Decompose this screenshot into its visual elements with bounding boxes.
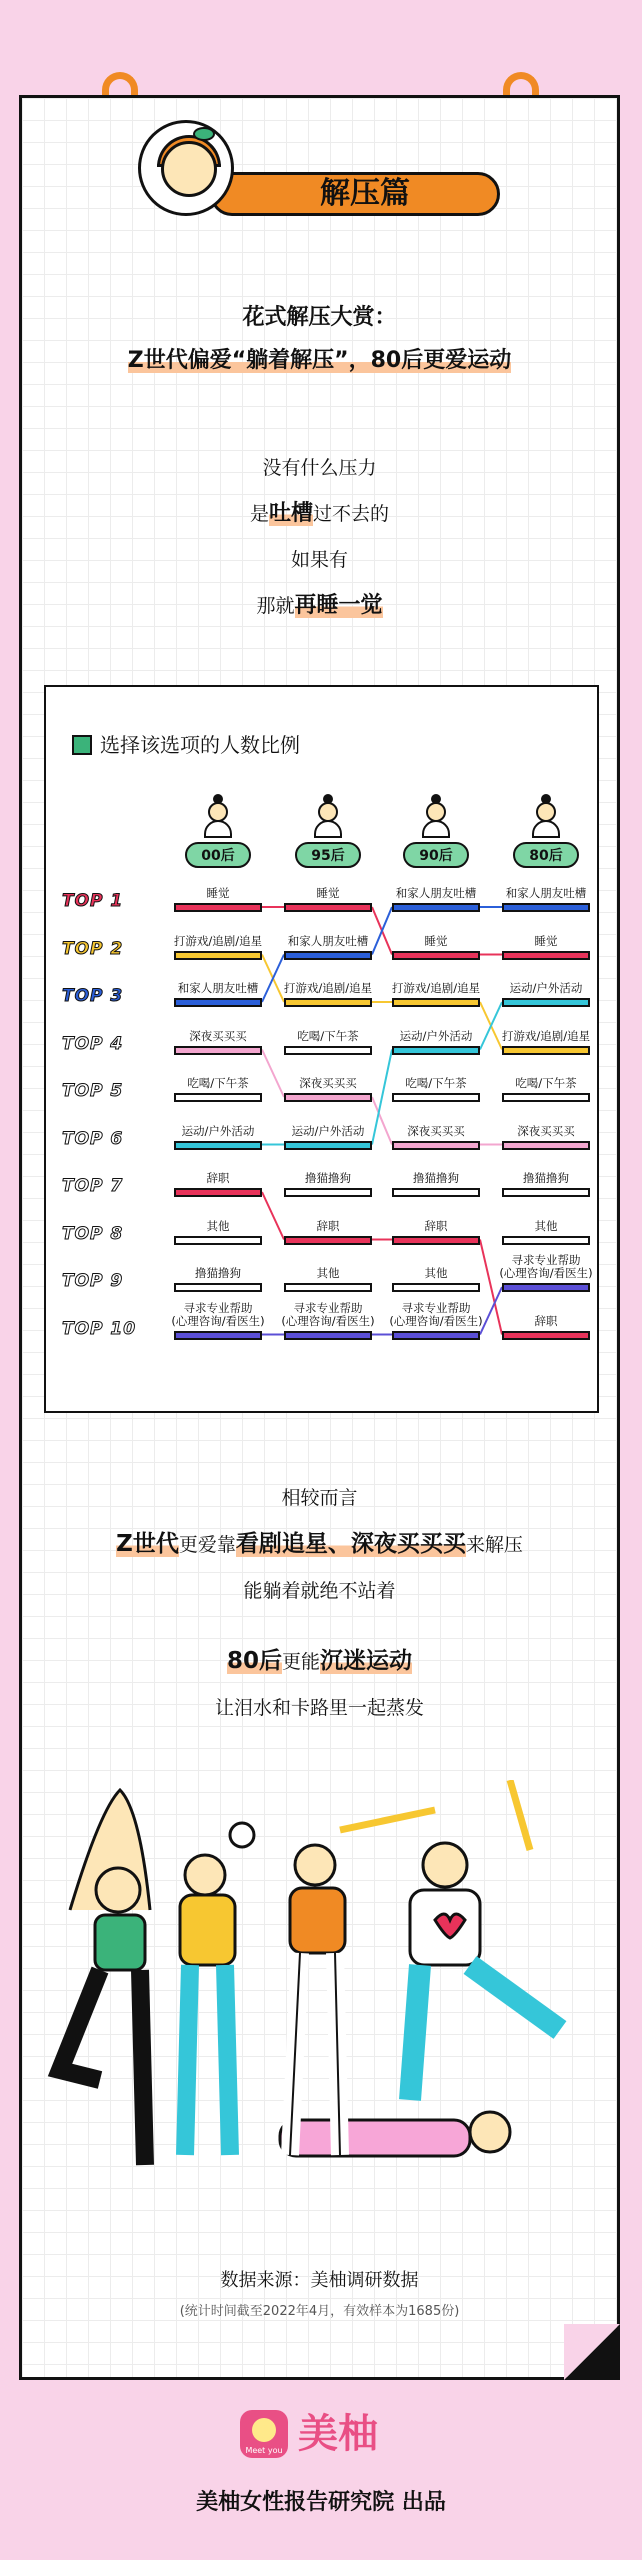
rank-label: TOP 10 bbox=[62, 1318, 137, 1339]
ranking-swatch bbox=[284, 1236, 372, 1245]
ranking-item-label: 和家人朋友吐槽 bbox=[287, 933, 369, 948]
data-source bbox=[19, 2266, 620, 2319]
person-icon bbox=[526, 802, 566, 838]
ranking-cell bbox=[168, 1172, 268, 1197]
ranking-cell bbox=[168, 1030, 268, 1055]
ranking-item-label: 撸猫撸狗 bbox=[195, 1266, 241, 1280]
ranking-swatch bbox=[392, 1141, 480, 1150]
person-icon bbox=[308, 802, 348, 838]
ranking-item-label: 睡觉 bbox=[424, 933, 448, 948]
ranking-cell bbox=[386, 1125, 486, 1150]
section-header bbox=[138, 120, 503, 220]
ranking-cell bbox=[278, 935, 378, 960]
ranking-swatch bbox=[502, 998, 590, 1007]
ranking-item-label: 运动/户外活动 bbox=[399, 1028, 473, 1043]
ranking-swatch bbox=[392, 998, 480, 1007]
ranking-swatch bbox=[502, 1236, 590, 1245]
group-header bbox=[396, 802, 476, 868]
ranking-swatch bbox=[502, 1046, 590, 1055]
ranking-cell bbox=[386, 982, 486, 1007]
group-header bbox=[506, 802, 586, 868]
ranking-swatch bbox=[392, 1283, 480, 1292]
ranking-cell bbox=[496, 1125, 596, 1150]
ranking-swatch bbox=[284, 1141, 372, 1150]
ranking-item-label: 辞职 bbox=[424, 1218, 448, 1233]
women-exercising-illustration bbox=[40, 1780, 600, 2200]
ranking-item-label: 和家人朋友吐槽 bbox=[395, 886, 477, 900]
ranking-item-label: 打游戏/追剧/追星 bbox=[283, 981, 373, 995]
summary: 相较而言 Z世代更爱靠看剧追星、深夜买买买来解压 能躺着就绝不站着 80后更能沉迷运动 让泪水和卡路里一起蒸发 bbox=[116, 1487, 523, 1719]
ranking-swatch bbox=[502, 1141, 590, 1150]
ranking-swatch bbox=[174, 1331, 262, 1340]
ranking-item-label: 和家人朋友吐槽 bbox=[177, 981, 259, 995]
ranking-swatch bbox=[502, 903, 590, 912]
ranking-cell bbox=[278, 887, 378, 912]
ranking-item-label: 运动/户外活动 bbox=[291, 1123, 365, 1138]
page-title: 解压篇 bbox=[320, 176, 410, 211]
ranking-swatch bbox=[174, 1046, 262, 1055]
ranking-swatch bbox=[174, 1283, 262, 1292]
ranking-item-label: 寻求专业帮助 (心理咨询/看医生) bbox=[389, 1300, 483, 1328]
ranking-swatch bbox=[284, 903, 372, 912]
group-header bbox=[288, 802, 368, 868]
ranking-item-label: 睡觉 bbox=[316, 886, 340, 900]
ranking-swatch bbox=[392, 1331, 480, 1340]
chart-legend: 选择该选项的人数比例 bbox=[72, 729, 300, 758]
ranking-item-label: 深夜买买买 bbox=[299, 1076, 357, 1090]
ranking-swatch bbox=[174, 1188, 262, 1197]
ranking-cell bbox=[496, 1315, 596, 1340]
ranking-swatch bbox=[284, 1331, 372, 1340]
intro-title: 花式解压大赏： Z世代偏爱“躺着解压”，80后更爱运动 bbox=[127, 305, 512, 373]
ranking-cell bbox=[168, 1302, 268, 1340]
ranking-cell bbox=[386, 1267, 486, 1292]
ranking-swatch bbox=[502, 1093, 590, 1102]
ranking-swatch bbox=[174, 1093, 262, 1102]
ranking-item-label: 打游戏/追剧/追星 bbox=[173, 933, 263, 948]
rank-label: TOP 5 bbox=[62, 1081, 124, 1101]
ranking-cell bbox=[278, 1302, 378, 1340]
group-label: 95后 bbox=[295, 842, 361, 868]
ranking-item-label: 辞职 bbox=[206, 1171, 230, 1185]
rank-label: TOP 6 bbox=[62, 1128, 124, 1149]
ranking-cell bbox=[386, 1302, 486, 1340]
ranking-cell bbox=[386, 1220, 486, 1245]
ranking-cell bbox=[168, 887, 268, 912]
ranking-item-label: 辞职 bbox=[316, 1218, 340, 1233]
ranking-cell bbox=[496, 1172, 596, 1197]
ranking-cell bbox=[386, 1030, 486, 1055]
ranking-swatch bbox=[284, 951, 372, 960]
person-icon bbox=[416, 802, 456, 838]
ranking-item-label: 睡觉 bbox=[534, 933, 558, 948]
ranking-cell bbox=[386, 887, 486, 912]
ranking-swatch bbox=[174, 1141, 262, 1150]
ranking-item-label: 寻求专业帮助 (心理咨询/看医生) bbox=[499, 1253, 593, 1280]
ranking-cell bbox=[278, 1267, 378, 1292]
ranking-item-label: 撸猫撸狗 bbox=[305, 1171, 351, 1185]
ranking-cell bbox=[168, 982, 268, 1007]
leaf-icon bbox=[193, 127, 215, 141]
ranking-cell bbox=[386, 1172, 486, 1197]
ranking-cell bbox=[496, 887, 596, 912]
ranking-swatch bbox=[174, 1236, 262, 1245]
publisher: 美柚女性报告研究院 出品 bbox=[196, 2490, 446, 2515]
ranking-item-label: 运动/户外活动 bbox=[509, 981, 583, 995]
ranking-item-label: 吃喝/下午茶 bbox=[187, 1076, 249, 1090]
ranking-item-label: 吃喝/下午茶 bbox=[515, 1076, 577, 1090]
ranking-cell bbox=[168, 935, 268, 960]
ranking-cell bbox=[496, 1254, 596, 1292]
ranking-cell bbox=[386, 935, 486, 960]
ranking-swatch bbox=[392, 1046, 480, 1055]
ranking-cell bbox=[496, 1077, 596, 1102]
ranking-swatch bbox=[502, 1188, 590, 1197]
ranking-item-label: 和家人朋友吐槽 bbox=[505, 886, 587, 900]
ranking-swatch bbox=[392, 951, 480, 960]
ranking-item-label: 深夜买买买 bbox=[517, 1123, 575, 1138]
ranking-item-label: 深夜买买买 bbox=[407, 1123, 465, 1138]
ranking-item-label: 撸猫撸狗 bbox=[413, 1171, 459, 1185]
ranking-cell bbox=[278, 1077, 378, 1102]
ranking-item-label: 睡觉 bbox=[206, 886, 230, 900]
poem: 没有什么压力 是吐槽过不去的 如果有 那就再睡一觉 bbox=[249, 457, 390, 618]
ranking-cell bbox=[278, 1172, 378, 1197]
ranking-cell bbox=[496, 1220, 596, 1245]
ranking-item-label: 吃喝/下午茶 bbox=[297, 1028, 359, 1043]
brand-icon: Meet you bbox=[240, 2410, 288, 2458]
ranking-item-label: 打游戏/追剧/追星 bbox=[391, 981, 481, 995]
ranking-cell bbox=[168, 1125, 268, 1150]
ranking-cell bbox=[278, 1125, 378, 1150]
source-note: (统计时间截至2022年4月，有效样本为1685份) bbox=[179, 2304, 460, 2319]
intro-subtitle: Z世代偏爱“躺着解压”，80后更爱运动 bbox=[127, 348, 512, 373]
ranking-swatch bbox=[174, 951, 262, 960]
ranking-swatch bbox=[392, 1236, 480, 1245]
ranking-cell bbox=[278, 982, 378, 1007]
rank-label: TOP 7 bbox=[62, 1176, 124, 1196]
ranking-cell bbox=[496, 982, 596, 1007]
ranking-swatch bbox=[392, 1188, 480, 1197]
source-label: 数据来源：美柚调研数据 bbox=[220, 2270, 419, 2291]
ranking-swatch bbox=[284, 1283, 372, 1292]
ranking-item-label: 辞职 bbox=[534, 1313, 558, 1328]
person-icon bbox=[198, 802, 238, 838]
ranking-item-label: 寻求专业帮助 (心理咨询/看医生) bbox=[281, 1300, 375, 1328]
group-label: 00后 bbox=[185, 842, 251, 868]
ranking-item-label: 撸猫撸狗 bbox=[523, 1171, 569, 1185]
ranking-swatch bbox=[502, 1283, 590, 1292]
ranking-swatch bbox=[392, 903, 480, 912]
ranking-cell bbox=[278, 1220, 378, 1245]
mascot-face bbox=[161, 141, 217, 197]
ranking-cell bbox=[278, 1030, 378, 1055]
ranking-swatch bbox=[392, 1093, 480, 1102]
ranking-item-label: 打游戏/追剧/追星 bbox=[501, 1028, 591, 1043]
ranking-item-label: 其他 bbox=[206, 1218, 230, 1233]
rank-label: TOP 8 bbox=[62, 1223, 124, 1244]
ranking-chart bbox=[44, 685, 599, 1413]
ranking-swatch bbox=[284, 1093, 372, 1102]
mascot-avatar bbox=[138, 120, 234, 216]
group-label: 80后 bbox=[513, 842, 579, 868]
ranking-item-label: 寻求专业帮助 (心理咨询/看医生) bbox=[171, 1300, 265, 1328]
ranking-cell bbox=[496, 935, 596, 960]
ranking-cell bbox=[168, 1077, 268, 1102]
ranking-swatch bbox=[284, 998, 372, 1007]
rank-label: TOP 1 bbox=[62, 891, 124, 911]
ranking-swatch bbox=[284, 1188, 372, 1197]
group-header bbox=[178, 802, 258, 868]
ranking-item-label: 运动/户外活动 bbox=[181, 1123, 255, 1138]
rank-label: TOP 4 bbox=[62, 1033, 124, 1054]
ranking-swatch bbox=[174, 998, 262, 1007]
ranking-swatch bbox=[174, 903, 262, 912]
ranking-cell bbox=[386, 1077, 486, 1102]
header-bar bbox=[210, 172, 500, 216]
rank-label: TOP 3 bbox=[62, 986, 124, 1006]
ranking-item-label: 其他 bbox=[424, 1266, 448, 1280]
group-label: 90后 bbox=[403, 842, 469, 868]
ranking-item-label: 其他 bbox=[316, 1266, 340, 1280]
ranking-item-label: 深夜买买买 bbox=[189, 1028, 247, 1043]
ranking-cell bbox=[168, 1267, 268, 1292]
ranking-swatch bbox=[284, 1046, 372, 1055]
rank-label: TOP 2 bbox=[62, 938, 124, 959]
ranking-cell bbox=[168, 1220, 268, 1245]
ranking-cell bbox=[496, 1030, 596, 1055]
rank-label: TOP 9 bbox=[62, 1271, 124, 1291]
brand-name: 美柚 bbox=[298, 2411, 378, 2457]
ranking-swatch bbox=[502, 951, 590, 960]
ranking-item-label: 其他 bbox=[534, 1218, 558, 1233]
ranking-swatch bbox=[502, 1331, 590, 1340]
ranking-item-label: 吃喝/下午茶 bbox=[405, 1076, 467, 1090]
